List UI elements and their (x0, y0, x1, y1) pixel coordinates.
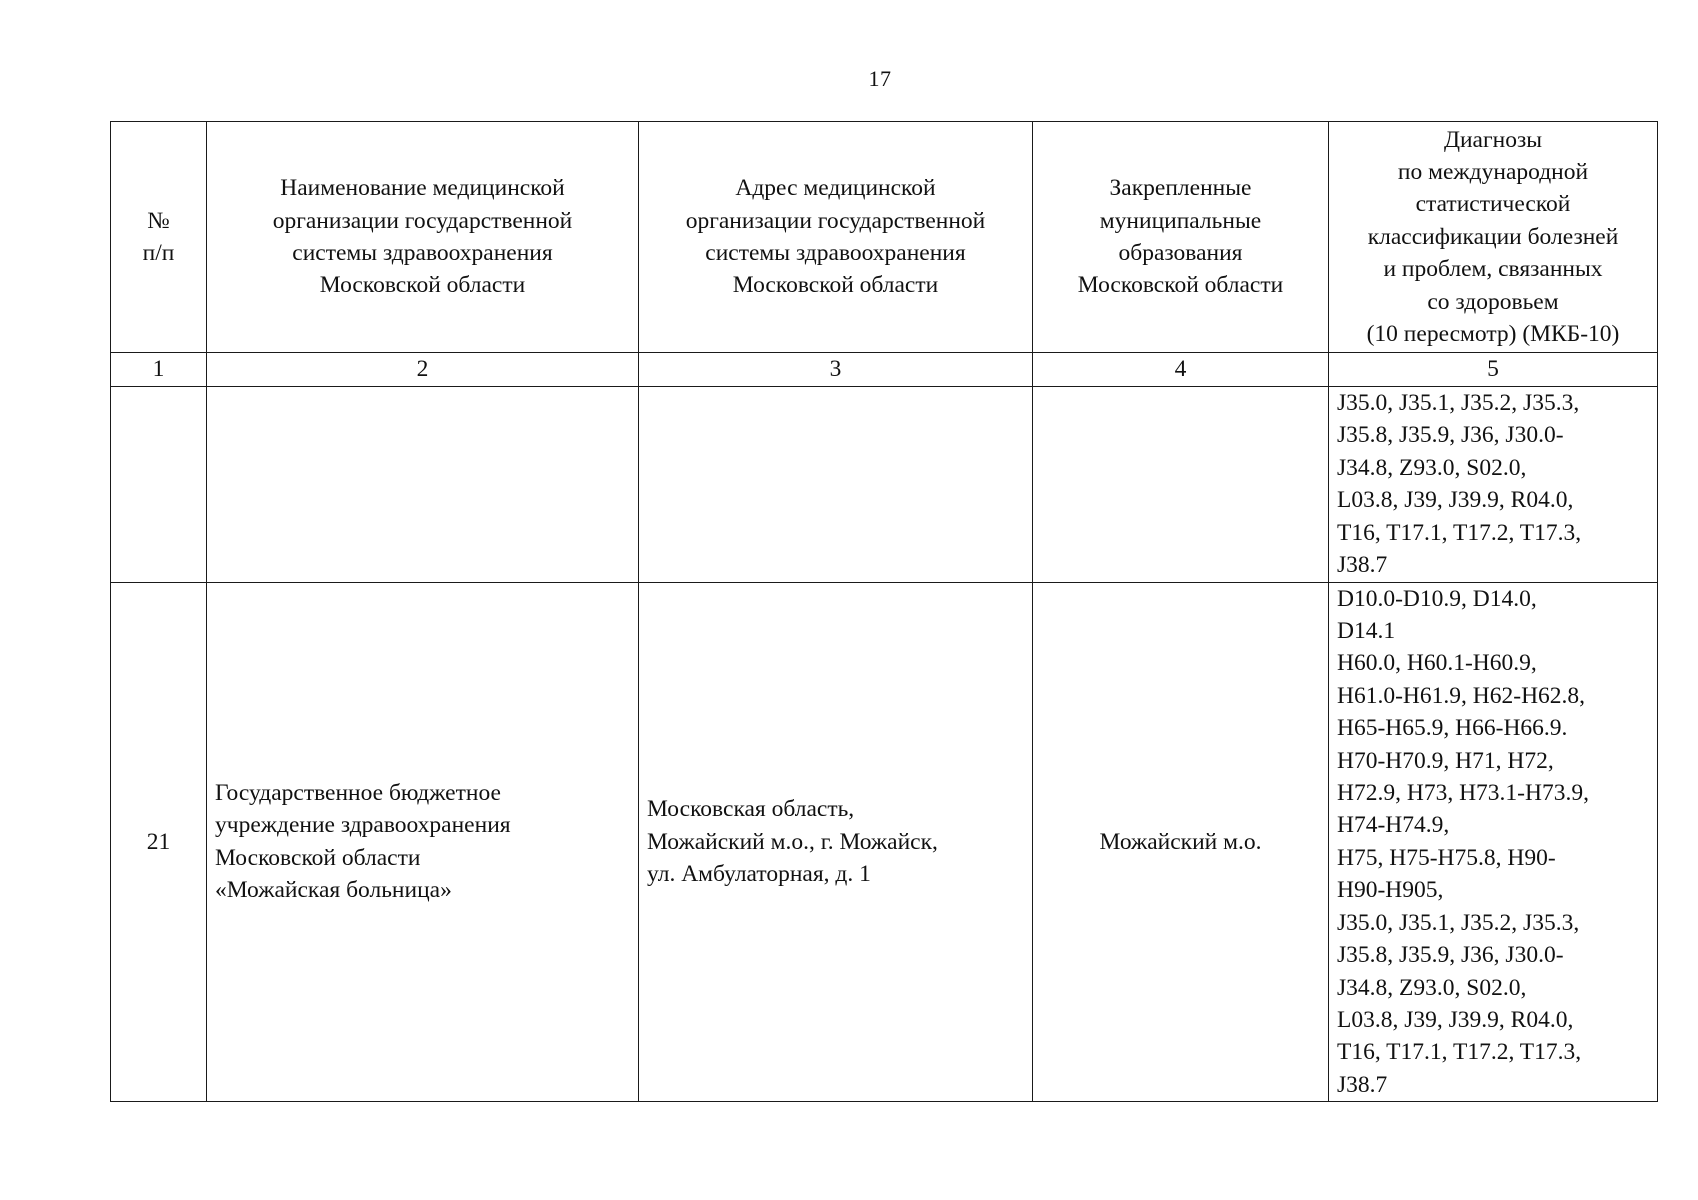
column-number-cell: 5 (1329, 353, 1658, 387)
diagnoses-cell: J35.0, J35.1, J35.2, J35.3, J35.8, J35.9, J36, J30.0- J34.8, Z93.0, S02.0, L03.8, J39, J39.9, R04.0, T16, T17.1, T17.2, T17.3, J38.7 (1329, 387, 1658, 583)
organization-cell: Государственное бюджетное учреждение здравоохранения Московской области «Можайская больница» (207, 582, 639, 1102)
address-cell (639, 387, 1033, 583)
column-number-cell: 4 (1033, 353, 1329, 387)
table-row (111, 582, 1658, 1102)
address-cell: Московская область, Можайский м.о., г. Можайск, ул. Амбулаторная, д. 1 (639, 582, 1033, 1102)
column-number-cell: 3 (639, 353, 1033, 387)
column-number-cell: 1 (111, 353, 207, 387)
row-number-cell (111, 387, 207, 583)
header-cell-organization: Наименование медицинской организации государственной системы здравоохранения Московской области (207, 122, 639, 353)
registry-table (110, 121, 1658, 1102)
column-number-cell: 2 (207, 353, 639, 387)
municipality-cell (1033, 387, 1329, 583)
organization-cell (207, 387, 639, 583)
diagnoses-cell: D10.0-D10.9, D14.0, D14.1 H60.0, H60.1-H60.9, H61.0-H61.9, H62-H62.8, H65-H65.9, H66-H66.9. H70-H70.9, H71, H72, H72.9, H73, H73.1-H73.9, H74-H74.9, H75, H75-H75.8, H90- H90-H905, J35.0, J35.1, J35.2, J35.3, J35.8, J35.9, J36, J30.0- J34.8, Z93.0, S02.0, L03.8, J39, J39.9, R04.0, T16, T17.1, T17.2, T17.3, J38.7 (1329, 582, 1658, 1102)
header-cell-diagnoses: Диагнозы по международной статистической классификации болезней и проблем, связанных со здоровьем (10 пересмотр) (МКБ-10) (1329, 122, 1658, 353)
table-row (111, 387, 1658, 583)
row-number-cell: 21 (111, 582, 207, 1102)
header-cell-number: № п/п (111, 122, 207, 353)
page-number: 17 (868, 66, 892, 91)
header-row (111, 122, 1658, 353)
municipality-cell: Можайский м.о. (1033, 582, 1329, 1102)
header-cell-address: Адрес медицинской организации государственной системы здравоохранения Московской области (639, 122, 1033, 353)
header-cell-municipality: Закрепленные муниципальные образования Московской области (1033, 122, 1329, 353)
column-number-row (111, 353, 1658, 387)
